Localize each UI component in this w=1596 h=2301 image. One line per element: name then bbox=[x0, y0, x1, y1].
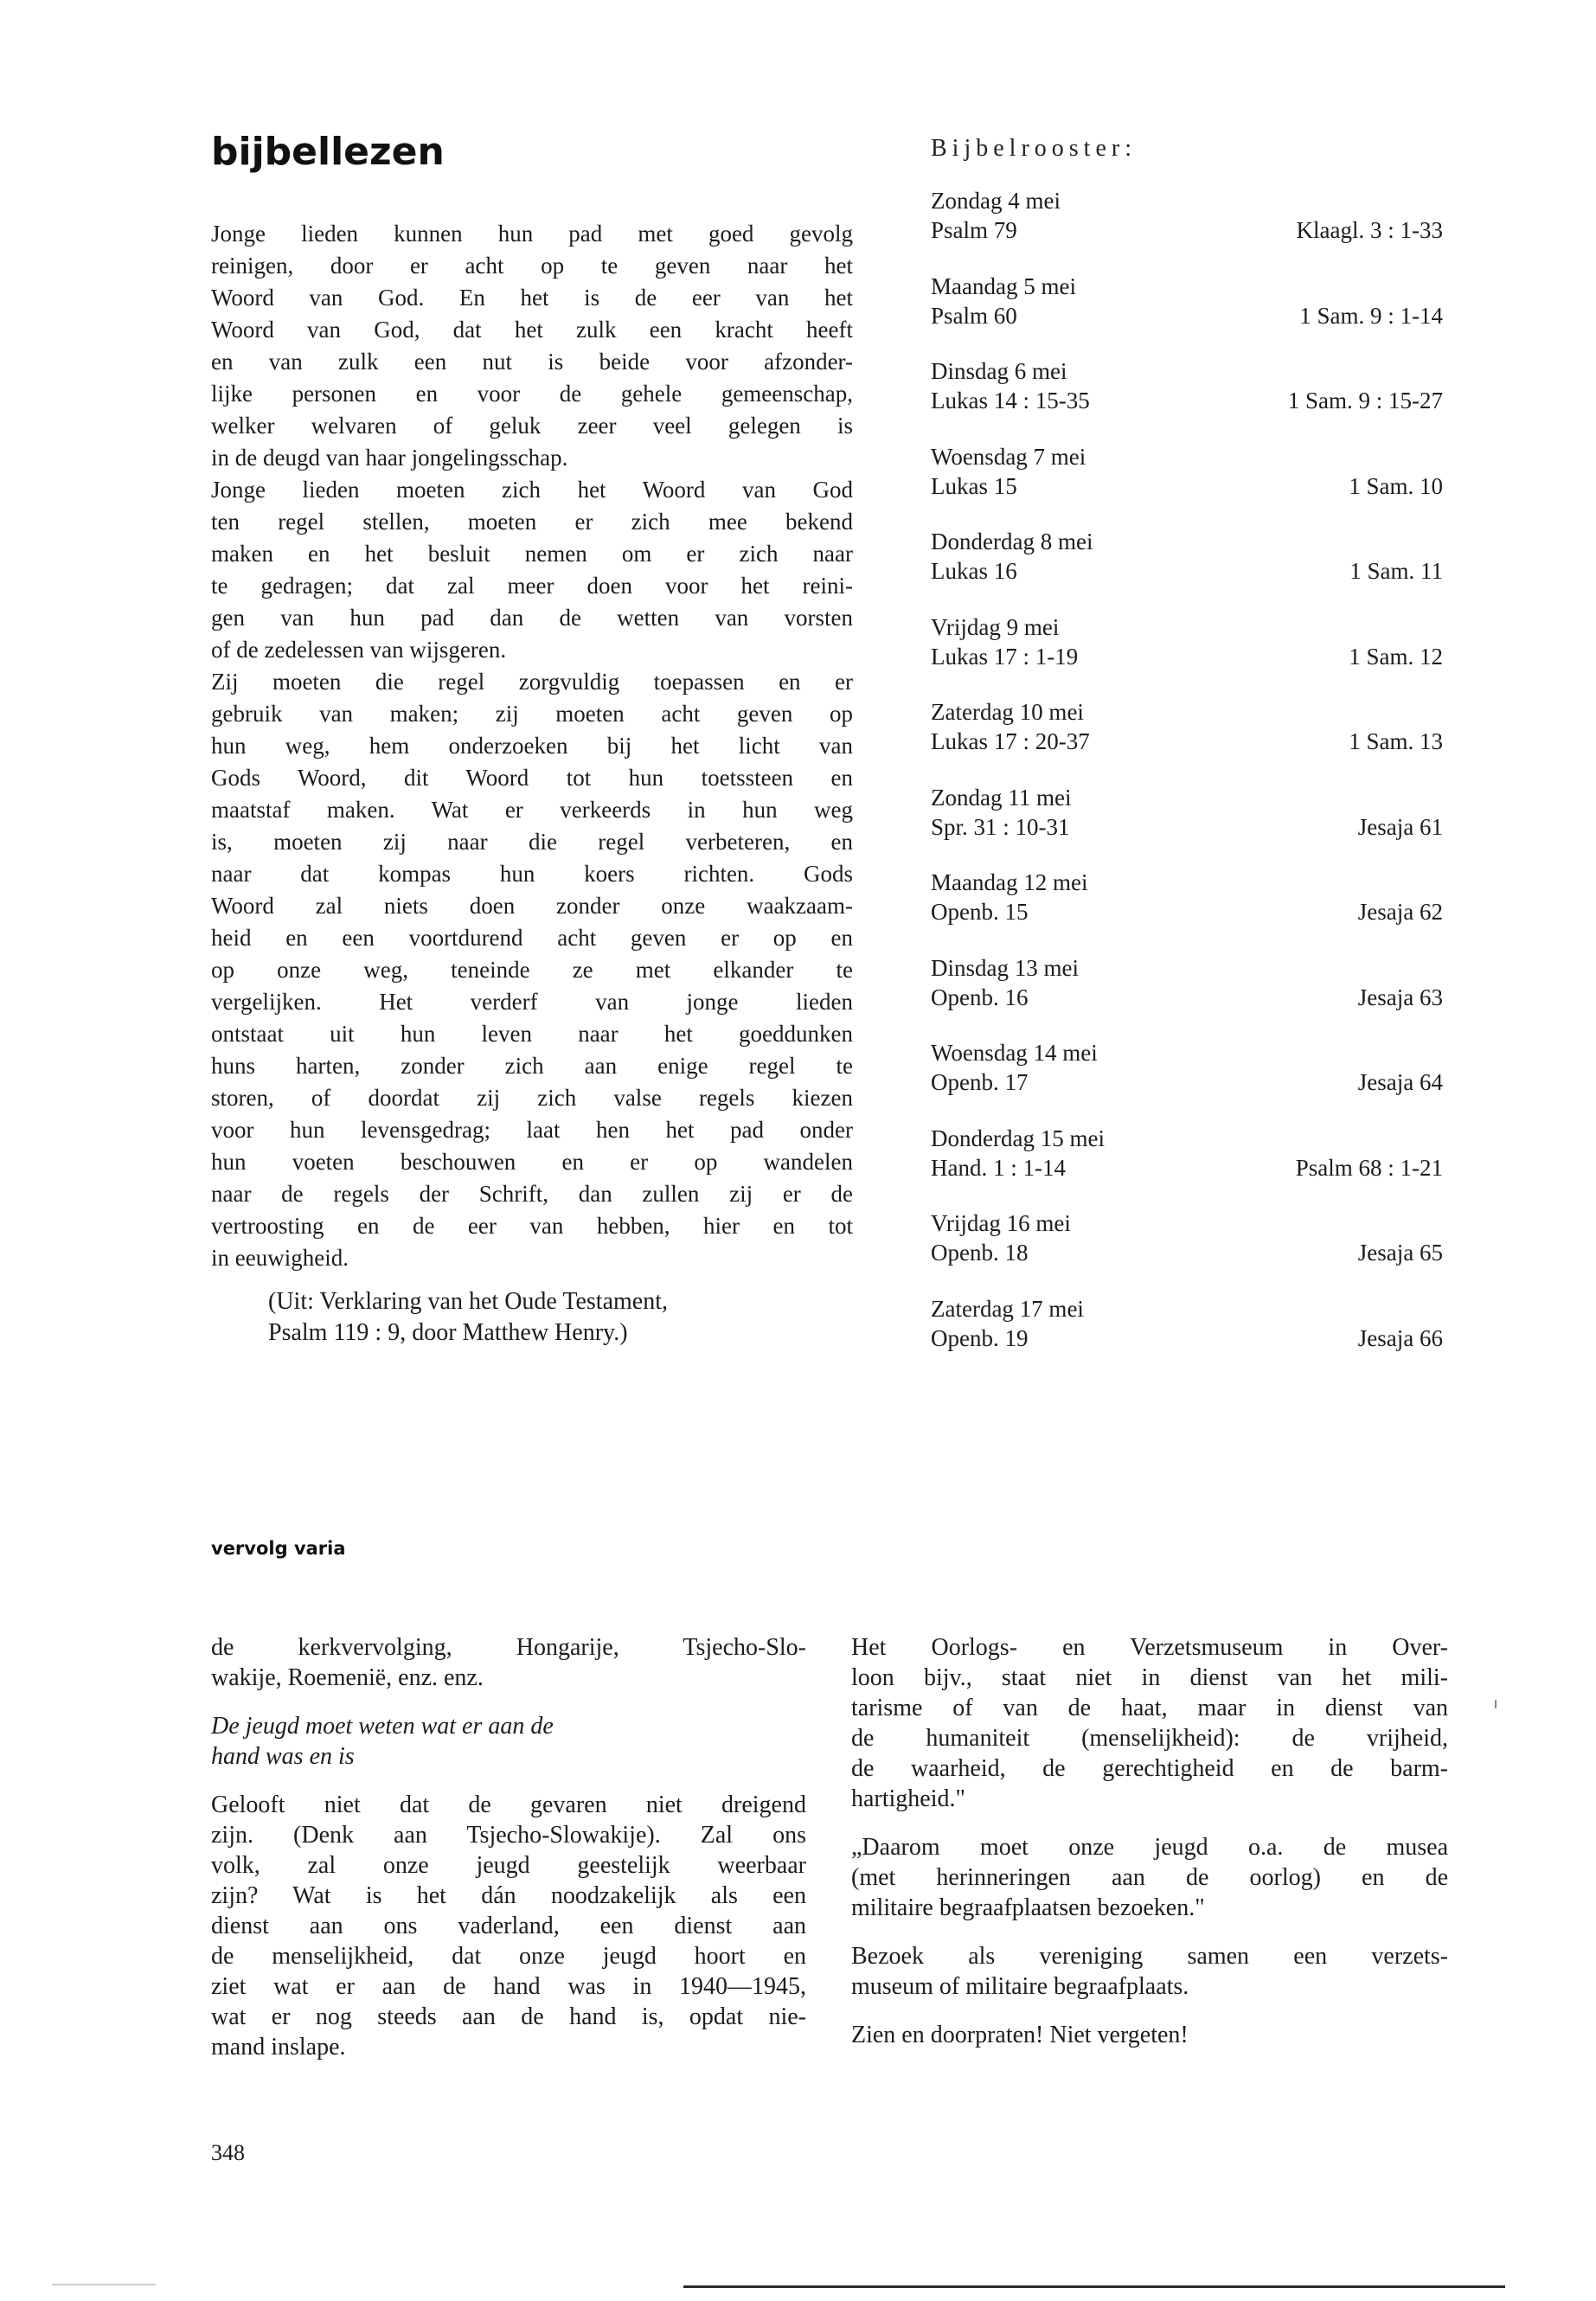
schedule-refs bbox=[931, 215, 1443, 245]
article-line: maken en het besluit nemen om er zich naar bbox=[211, 541, 853, 567]
schedule-entry bbox=[931, 697, 1443, 783]
article-line: naar de regels der Schrift, dan zullen zij er de bbox=[211, 1181, 853, 1207]
page-number: 348 bbox=[211, 2140, 245, 2165]
schedule-day: Zondag 11 mei bbox=[931, 784, 1072, 811]
schedule-day: Dinsdag 13 mei bbox=[931, 954, 1079, 981]
article-line: te gedragen; dat zal meer doen voor het reini- bbox=[211, 573, 853, 599]
schedule-ref-primary: Lukas 14 : 15-35 bbox=[931, 388, 1090, 413]
schedule-ref-primary: Openb. 16 bbox=[931, 984, 1029, 1010]
article-line: en van zulk een nut is beide voor afzonder- bbox=[211, 349, 853, 375]
schedule-day: Vrijdag 9 mei bbox=[931, 613, 1060, 640]
schedule-ref-secondary: Jesaja 61 bbox=[1357, 813, 1443, 840]
schedule-refs bbox=[931, 1067, 1443, 1097]
schedule-entry bbox=[931, 186, 1443, 272]
schedule-entry bbox=[931, 612, 1443, 698]
scan-mark bbox=[1495, 1700, 1497, 1708]
schedule-ref-secondary: Psalm 68 : 1-21 bbox=[1295, 1154, 1443, 1181]
varia-left-column bbox=[211, 1632, 806, 2080]
article-line: Woord zal niets doen zonder onze waakzaam- bbox=[211, 893, 853, 919]
schedule-ref-secondary: Jesaja 64 bbox=[1357, 1069, 1443, 1095]
article-title: bijbellezen bbox=[211, 130, 445, 174]
varia-left-p3 bbox=[211, 1790, 806, 2062]
schedule-day: Donderdag 15 mei bbox=[931, 1125, 1105, 1151]
text-line: Het Oorlogs- en Verzetsmuseum in Over- bbox=[851, 1634, 1448, 1661]
text-line: museum of militaire begraafplaats. bbox=[851, 1973, 1189, 2000]
text-line: de humaniteit (menselijkheid): de vrijheid, bbox=[851, 1725, 1448, 1752]
schedule-day: Zaterdag 17 mei bbox=[931, 1295, 1084, 1322]
article-line: huns harten, zonder zich aan enige regel te bbox=[211, 1053, 853, 1079]
varia-subheading bbox=[211, 1711, 806, 1772]
article-line: hun weg, hem onderzoeken bij het licht van bbox=[211, 733, 853, 759]
schedule-day: Dinsdag 6 mei bbox=[931, 358, 1067, 384]
text-line: loon bijv., staat niet in dienst van het mili- bbox=[851, 1664, 1448, 1691]
schedule-ref-secondary: 1 Sam. 13 bbox=[1349, 728, 1443, 754]
schedule-day: Zondag 4 mei bbox=[931, 188, 1061, 214]
schedule-ref-secondary: 1 Sam. 11 bbox=[1349, 558, 1443, 584]
text-line: hand was en is bbox=[211, 1743, 355, 1770]
article-line: Woord van God. En het is de eer van het bbox=[211, 285, 853, 311]
schedule-ref-secondary: Jesaja 62 bbox=[1357, 899, 1443, 925]
schedule-refs bbox=[931, 556, 1443, 586]
text-line: zijn. (Denk aan Tsjecho-Slowakije). Zal ons bbox=[211, 1822, 806, 1849]
article-body bbox=[211, 218, 853, 1274]
text-line: de menselijkheid, dat onze jeugd hoort en bbox=[211, 1943, 806, 1970]
text-line: (met herinneringen aan de oorlog) en de bbox=[851, 1864, 1448, 1891]
reading-schedule bbox=[931, 186, 1443, 1379]
article-line: maatstaf maken. Wat er verkeerds in hun weg bbox=[211, 797, 853, 823]
schedule-refs bbox=[931, 812, 1443, 842]
schedule-ref-secondary: Jesaja 65 bbox=[1357, 1240, 1443, 1266]
text-line: mand inslape. bbox=[211, 2034, 346, 2061]
article-line: reinigen, door er acht op te geven naar het bbox=[211, 253, 853, 279]
text-line: wat er nog steeds aan de hand is, opdat nie- bbox=[211, 2003, 806, 2030]
schedule-ref-secondary: 1 Sam. 12 bbox=[1349, 643, 1443, 670]
schedule-refs bbox=[931, 471, 1443, 501]
schedule-refs bbox=[931, 727, 1443, 756]
schedule-entry bbox=[931, 953, 1443, 1039]
article-line: Gods Woord, dit Woord tot hun toetssteen en bbox=[211, 765, 853, 791]
schedule-day: Maandag 5 mei bbox=[931, 272, 1076, 299]
article-line: gebruik van maken; zij moeten acht geven op bbox=[211, 701, 853, 727]
text-line: hartigheid." bbox=[851, 1785, 965, 1812]
schedule-refs bbox=[931, 1324, 1443, 1353]
schedule-ref-secondary: 1 Sam. 9 : 15-27 bbox=[1287, 388, 1443, 413]
schedule-ref-primary: Psalm 79 bbox=[931, 217, 1017, 243]
varia-right-p1 bbox=[851, 1632, 1448, 1814]
schedule-entry bbox=[931, 527, 1443, 612]
text-line: de waarheid, de gerechtigheid en de barm- bbox=[851, 1755, 1448, 1782]
schedule-ref-primary: Psalm 60 bbox=[931, 302, 1017, 329]
text-line: Zien en doorpraten! Niet vergeten! bbox=[851, 2022, 1189, 2048]
varia-left-p1 bbox=[211, 1632, 806, 1693]
text-line: de kerkvervolging, Hongarije, Tsjecho-Slo- bbox=[211, 1634, 806, 1661]
article-line: hun voeten beschouwen en er op wandelen bbox=[211, 1149, 853, 1175]
article-line: Zij moeten die regel zorgvuldig toepassen en er bbox=[211, 669, 853, 695]
article-line: welker welvaren of geluk zeer veel gelegen is bbox=[211, 413, 853, 439]
schedule-ref-secondary: Klaagl. 3 : 1-33 bbox=[1296, 217, 1443, 243]
varia-right-p4 bbox=[851, 2020, 1448, 2050]
schedule-refs bbox=[931, 1238, 1443, 1267]
article-line: storen, of doordat zij zich valse regels kiezen bbox=[211, 1085, 853, 1111]
article-line: ontstaat uit hun leven naar het goeddunken bbox=[211, 1021, 853, 1047]
article-line: in de deugd van haar jongelingsschap. bbox=[211, 445, 568, 471]
schedule-ref-secondary: 1 Sam. 10 bbox=[1349, 472, 1443, 499]
article-line: Jonge lieden kunnen hun pad met goed gevolg bbox=[211, 221, 853, 247]
varia-right-column bbox=[851, 1632, 1448, 2068]
schedule-entry bbox=[931, 783, 1443, 868]
text-line: wakije, Roemenië, enz. enz. bbox=[211, 1664, 484, 1691]
source-line-1: (Uit: Verklaring van het Oude Testament, bbox=[268, 1288, 668, 1315]
schedule-entry bbox=[931, 442, 1443, 528]
article-line: lijke personen en voor de gehele gemeenschap, bbox=[211, 381, 853, 407]
article-line: vergelijken. Het verderf van jonge lieden bbox=[211, 989, 853, 1015]
schedule-entry bbox=[931, 1038, 1443, 1124]
article-line: vertroosting en de eer van hebben, hier en tot bbox=[211, 1213, 853, 1239]
schedule-day: Donderdag 8 mei bbox=[931, 529, 1093, 554]
schedule-entry bbox=[931, 356, 1443, 442]
schedule-ref-secondary: 1 Sam. 9 : 1-14 bbox=[1299, 302, 1443, 329]
schedule-ref-primary: Lukas 15 bbox=[931, 472, 1017, 499]
text-line: militaire begraafplaatsen bezoeken." bbox=[851, 1894, 1205, 1921]
schedule-day: Woensdag 7 mei bbox=[931, 443, 1086, 470]
schedule-day: Zaterdag 10 mei bbox=[931, 699, 1084, 725]
varia-heading: vervolg varia bbox=[211, 1538, 346, 1559]
article-line: is, moeten zij naar die regel verbeteren, en bbox=[211, 829, 853, 855]
article-line: of de zedelessen van wijsgeren. bbox=[211, 637, 507, 663]
footer-rule-short bbox=[52, 2284, 156, 2285]
schedule-ref-primary: Openb. 15 bbox=[931, 899, 1029, 925]
schedule-ref-primary: Lukas 16 bbox=[931, 558, 1017, 584]
schedule-heading: Bijbelrooster: bbox=[931, 135, 1137, 162]
schedule-refs bbox=[931, 983, 1443, 1012]
article-line: Woord van God, dat het zulk een kracht heeft bbox=[211, 317, 853, 343]
schedule-ref-primary: Hand. 1 : 1-14 bbox=[931, 1154, 1066, 1181]
schedule-entry bbox=[931, 1294, 1443, 1380]
schedule-entry bbox=[931, 1208, 1443, 1294]
schedule-ref-primary: Openb. 17 bbox=[931, 1069, 1029, 1095]
schedule-day: Vrijdag 16 mei bbox=[931, 1210, 1071, 1236]
text-line: ziet wat er aan de hand was in 1940—1945, bbox=[211, 1973, 806, 2000]
schedule-ref-secondary: Jesaja 63 bbox=[1357, 984, 1443, 1010]
varia-right-p3 bbox=[851, 1941, 1448, 2002]
text-line: volk, zal onze jeugd geestelijk weerbaar bbox=[211, 1852, 806, 1879]
schedule-ref-primary: Lukas 17 : 20-37 bbox=[931, 728, 1090, 754]
varia-right-p2 bbox=[851, 1832, 1448, 1923]
article-line: ten regel stellen, moeten er zich mee bekend bbox=[211, 509, 853, 535]
text-line: zijn? Wat is het dán noodzakelijk als een bbox=[211, 1882, 806, 1909]
footer-rule bbox=[683, 2285, 1505, 2288]
schedule-ref-secondary: Jesaja 66 bbox=[1357, 1324, 1443, 1351]
article-line: naar dat kompas hun koers richten. Gods bbox=[211, 861, 853, 887]
text-line: Bezoek als vereniging samen een verzets- bbox=[851, 1943, 1448, 1970]
article-line: Jonge lieden moeten zich het Woord van God bbox=[211, 477, 853, 503]
source-line-2: Psalm 119 : 9, door Matthew Henry.) bbox=[268, 1319, 628, 1346]
article-line: heid en een voortdurend acht geven er op en bbox=[211, 925, 853, 951]
schedule-entry bbox=[931, 1124, 1443, 1209]
schedule-day: Maandag 12 mei bbox=[931, 869, 1088, 895]
schedule-refs bbox=[931, 301, 1443, 330]
article-line: op onze weg, teneinde ze met elkander te bbox=[211, 957, 853, 983]
schedule-refs bbox=[931, 642, 1443, 671]
schedule-refs bbox=[931, 1153, 1443, 1183]
schedule-refs bbox=[931, 897, 1443, 926]
text-line: tarisme of van de haat, maar in dienst van bbox=[851, 1695, 1448, 1721]
schedule-ref-primary: Openb. 18 bbox=[931, 1240, 1029, 1266]
text-line: De jeugd moet weten wat er aan de bbox=[211, 1713, 554, 1740]
article-line: gen van hun pad dan de wetten van vorsten bbox=[211, 605, 853, 631]
text-line: dienst aan ons vaderland, een dienst aan bbox=[211, 1913, 806, 1939]
article-line: voor hun levensgedrag; laat hen het pad onder bbox=[211, 1117, 853, 1143]
article-line: in eeuwigheid. bbox=[211, 1245, 349, 1271]
schedule-day: Woensdag 14 mei bbox=[931, 1040, 1098, 1066]
schedule-ref-primary: Lukas 17 : 1-19 bbox=[931, 643, 1079, 670]
schedule-entry bbox=[931, 272, 1443, 357]
schedule-refs bbox=[931, 386, 1443, 415]
text-line: Gelooft niet dat de gevaren niet dreigend bbox=[211, 1791, 806, 1818]
article-source bbox=[268, 1286, 865, 1349]
schedule-entry bbox=[931, 868, 1443, 953]
schedule-ref-primary: Spr. 31 : 10-31 bbox=[931, 813, 1070, 840]
schedule-ref-primary: Openb. 19 bbox=[931, 1324, 1029, 1351]
text-line: „Daarom moet onze jeugd o.a. de musea bbox=[851, 1834, 1448, 1861]
